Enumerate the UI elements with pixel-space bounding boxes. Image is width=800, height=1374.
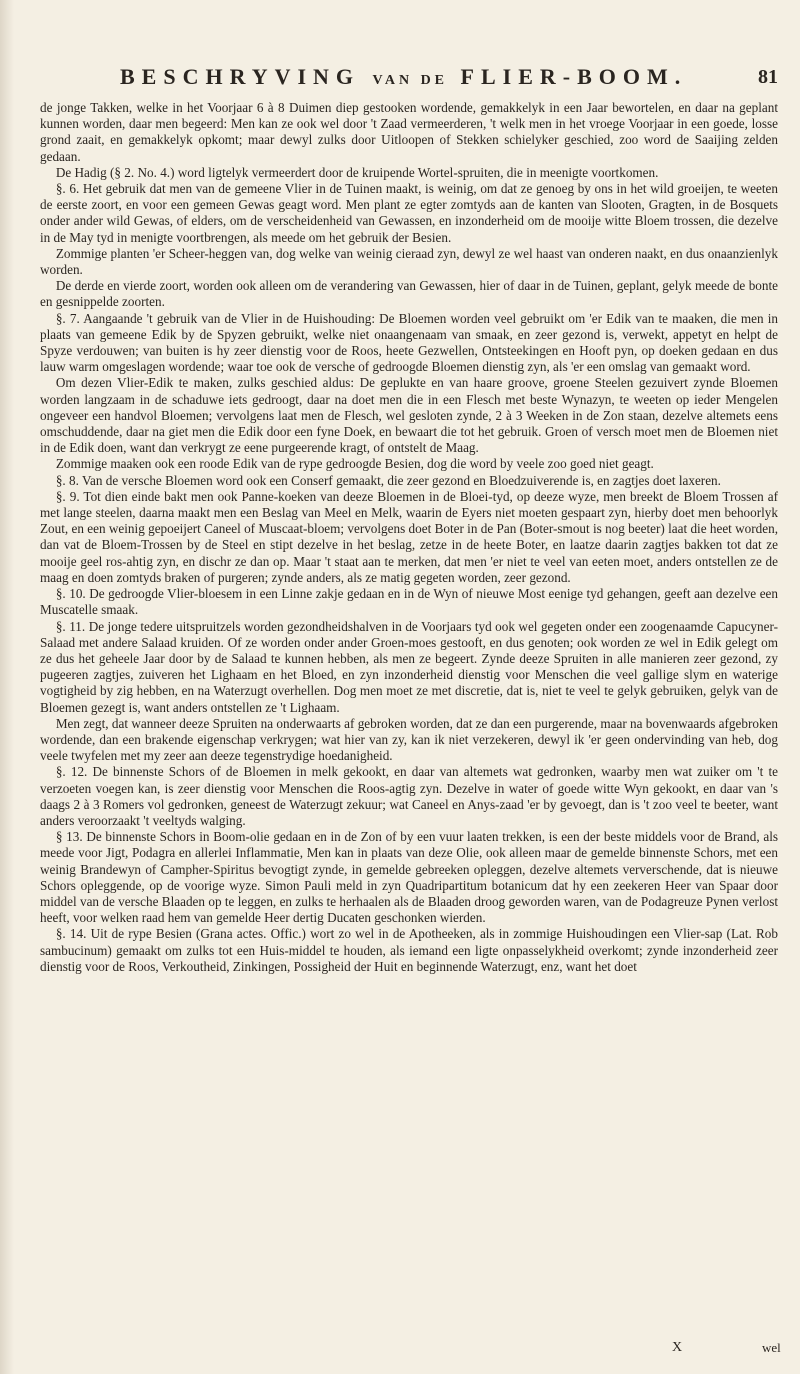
running-title-part-1: BESCHRYVING xyxy=(120,64,361,89)
paragraph: §. 11. De jonge tedere uitspruitzels worden gezondheidshalven in de Voorjaars tyd ook wel gegeten onder een zoogenaamde Capucyner-Salaad met andere Salaad kruiden. Of ze worden onder ander Groen-moes gestooft, en dus genoten; ook worden ze wel in Edik gelegt om ze dus het geheele Jaar door by de Salaad te kunnen hebben, als men ze begeert. Zynde deeze Spruiten in alle manieren zeer gezond, zy pugeeren zagtjes, zuiveren het Lighaam en het Bloed, en zyn inzonderheid dienstig voor Menschen die veel gallige slym en waterige vogtigheid by zig hebben, en na Waterzugt overhellen. Dog men moet ze met discretie, dat is, niet te veel te gelyk gebruiken, gelyk van de Bloemen gezegt is, want anders ontstellen ze 't Lighaam. xyxy=(40,618,778,715)
catchword: wel xyxy=(762,1340,781,1355)
page-edge-shadow xyxy=(0,0,14,1374)
paragraph: §. 7. Aangaande 't gebruik van de Vlier in de Huishouding: De Bloemen worden veel gebruikt om 'er Edik van te maaken, die men in plaats van gemeene Edik by de Spyzen gebruikt, welke niet onaangenaam van smaak, en zeer gezond is, verwekt, appetyt en helpt de Spyze verdouwen; van buiten is hy zeer dienstig voor de Roos, heete Gezwellen, Ontsteekingen en Hooft pyn, op doeken gedaan en dus lauw warm omgeslagen wordende; waar toe ook de versche of gedroogde Bloemen dienstig zyn, als 'er een omslag van gemaakt word. xyxy=(40,310,778,375)
paragraph: Zommige planten 'er Scheer-heggen van, dog welke van weinig cieraad zyn, dewyl ze wel haast van onderen naakt, en dus onaanzienlyk worden. xyxy=(40,245,778,278)
running-title-part-2: VAN DE xyxy=(372,73,449,88)
paragraph: De Hadig (§ 2. No. 4.) word ligtelyk vermeerdert door de kruipende Wortel-spruiten, die in meenigte voortkomen. xyxy=(55,164,659,180)
paragraph: Zommige maaken ook een roode Edik van de rype gedroogde Besien, dog die word by veele zoo goed niet geagt. xyxy=(55,456,654,472)
paragraph: §. 10. De gedroogde Vlier-bloesem in een Linne zakje gedaan en in de Wyn of nieuwe Most eenige tyd gehangen, geeft aan dezelve een Muscatelle smaak. xyxy=(40,586,778,618)
paragraph: §. 9. Tot dien einde bakt men ook Panne-koeken van deeze Bloemen in de Bloei-tyd, op deeze wyze, men breekt de Bloem Trossen af met lange steelen, daarna maakt men een Beslag van Meel en Melk, waarin de Eyers niet moeten gespaart zyn, hierby doet men behoorlyk Zout, en een weinig gepoeijert Caneel of Muscaat-bloem; vervolgens doet Boter in de Pan (Boter-smout is nog beeter) laat die heet worden, dan vat de Bloem-Trossen by de Steel en stipt dezelve in het beslag, zetze in de heete Boter, en laatze daarin zagtjes bakken tot dat ze mooije geel ros-ahtig zyn, en dischr ze dan op. Maar 't staat aan te merken, dat men 'er niet te veel van eeten moet, anders ontstellen ze de maag en doen zomtyds braken of purgeren; zynde anders, als ze matig gegeten worden, zeer gezond. xyxy=(40,488,778,585)
paragraph: §. 12. De binnenste Schors of de Bloemen in melk gekookt, en daar van altemets wat gedronken, waarby men wat zuiker om 't te verzoeten voegen kan, is zeer dienstig voor Menschen die Roos-agtig zyn. Dezelve in water of goede witte Wyn gekookt, en daar van 's daags 2 à 3 Romers vol gedronken, geneest de Waterzugt zekuur; wat Caneel en Anys-zaad 'er by gevoegt, dan is 't zoo veel te beeter, want anders veroorzaakt 't veeltyds walging. xyxy=(40,764,778,828)
signature-mark: X xyxy=(672,1340,683,1355)
page-number: 81 xyxy=(758,66,778,88)
paragraph: de jonge Takken, welke in het Voorjaar 6 à 8 Duimen diep gestooken wordende, gemakkelyk in een Jaar bewortelen, en daar na geplant kunnen worden, daar men begeerd: Men kan ze ook wel door 't Zaad vermeerderen, 't welk men in het vroege Voorjaar in een goede, losse grond zaait, en gemakkelyk opkomt; maar dewyl zulks door Uitloopen of Stekken schielyker geschied, zoo word de Saaijing zelden gedaan. xyxy=(40,100,778,164)
paragraph: §. 6. Het gebruik dat men van de gemeene Vlier in de Tuinen maakt, is weinig, om dat ze genoeg by ons in het wild groeijen, te weeten de eerste zoort, en voor een gemeen Gewas geagt word. Men plant ze egter zomtyds aan de kanten van Slooten, Gragten, in de Bosquets onder ander wild Gewas, of elders, om de verscheidenheid van Gewassen, en inzonderheid om de mooije witte Bloem trossen, die dezelve in de May tyd in menigte voortbrengen, als meede om het gebruik der Besien. xyxy=(40,181,778,245)
paragraph: §. 8. Van de versche Bloemen word ook een Conserf gemaakt, die zeer gezond en Bloedzuiverende is, en zagtjes doet laxeren. xyxy=(55,472,721,488)
paragraph: §. 14. Uit de rype Besien (Grana actes. Offic.) wort zo wel in de Apotheeken, als in zommige Huishoudingen een Vlier-sap (Lat. Rob sambucinum) gemaakt om zulks tot een Huis-middel te houden, als iemand een ligte onpasselykheid overkomt; zynde inzonderheid zeer dienstig voor de Roos, Verkoutheid, Zinkingen, Possigheid der Huit en beginnende Waterzugt, enz, want het doet xyxy=(40,926,778,974)
paragraph: De derde en vierde zoort, worden ook alleen om de verandering van Gewassen, hier of daar in de Tuinen, geplant, gelyk meede de bonte en gesnippelde zoorten. xyxy=(40,278,778,310)
running-title-part-3: FLIER-BOOM. xyxy=(460,64,688,89)
paragraph: Men zegt, dat wanneer deeze Spruiten na onderwaarts af gebroken worden, dat ze dan een purgerende, maar na bovenwaards afgebroken wordende, dan een brakende eigenschap verkrygen; wat hier van zy, kan ik niet verzekeren, dewyl ik 'er geen ondervinding van heb, dog veele twyfelen met my zeer aan deeze tegenstrydige hoedanigheid. xyxy=(40,715,778,764)
paragraph: Om dezen Vlier-Edik te maken, zulks geschied aldus: De geplukte en van haare groove, groene Steelen gezuivert zynde Bloemen worden langzaam in de schaduwe iets gedroogt, daar na doet men die in een Flesch met beste Wynazyn, te weeten op ieder Mengelen ongeveer een handvol Bloemen; vervolgens laat men de Flesch, wel gesloten zynde, 2 à 3 Weeken in de Zon staan, dezelve altemets eens omschuddende, daar na giet men die Edik door een fyne Doek, en bewaart die tot het gebruik. Groen of versch moet men de Bloemen niet in de Edik doen, want dan verkrygt ze eene purgeerende kragt, of ontstelt de Maag. xyxy=(40,375,778,456)
body-text xyxy=(40,100,778,975)
paragraph: § 13. De binnenste Schors in Boom-olie gedaan en in de Zon of by een vuur laaten trekken, is een der beste middels voor de Brand, als meede voor Jigt, Podagra en allerlei Inflammatie, Men kan in plaats van deze Olie, ook alleen maar de gemelde binnenste Schors, met een weinig Brandewyn of Campher-Spiritus bevogtigt zynde, in gemelde gebreeken opleggen, dezelve altemets ververschende, dat is nieuwe Schors opleggende, op de voorige wyze. Simon Pauli meld in zyn Quadripartitum botanicum dat hy een zeekeren Heer van Spaar door middel van de versche Blaaden op te leggen, en zulks te herhaalen als de Blaaden droog geworden waren, van de Podagreuze Pynen verlost heeft, voor welken raad hem van gemelde Heer dertig Ducaten geschonken wierden. xyxy=(40,829,778,926)
page-header xyxy=(120,64,778,94)
running-title xyxy=(120,64,687,90)
